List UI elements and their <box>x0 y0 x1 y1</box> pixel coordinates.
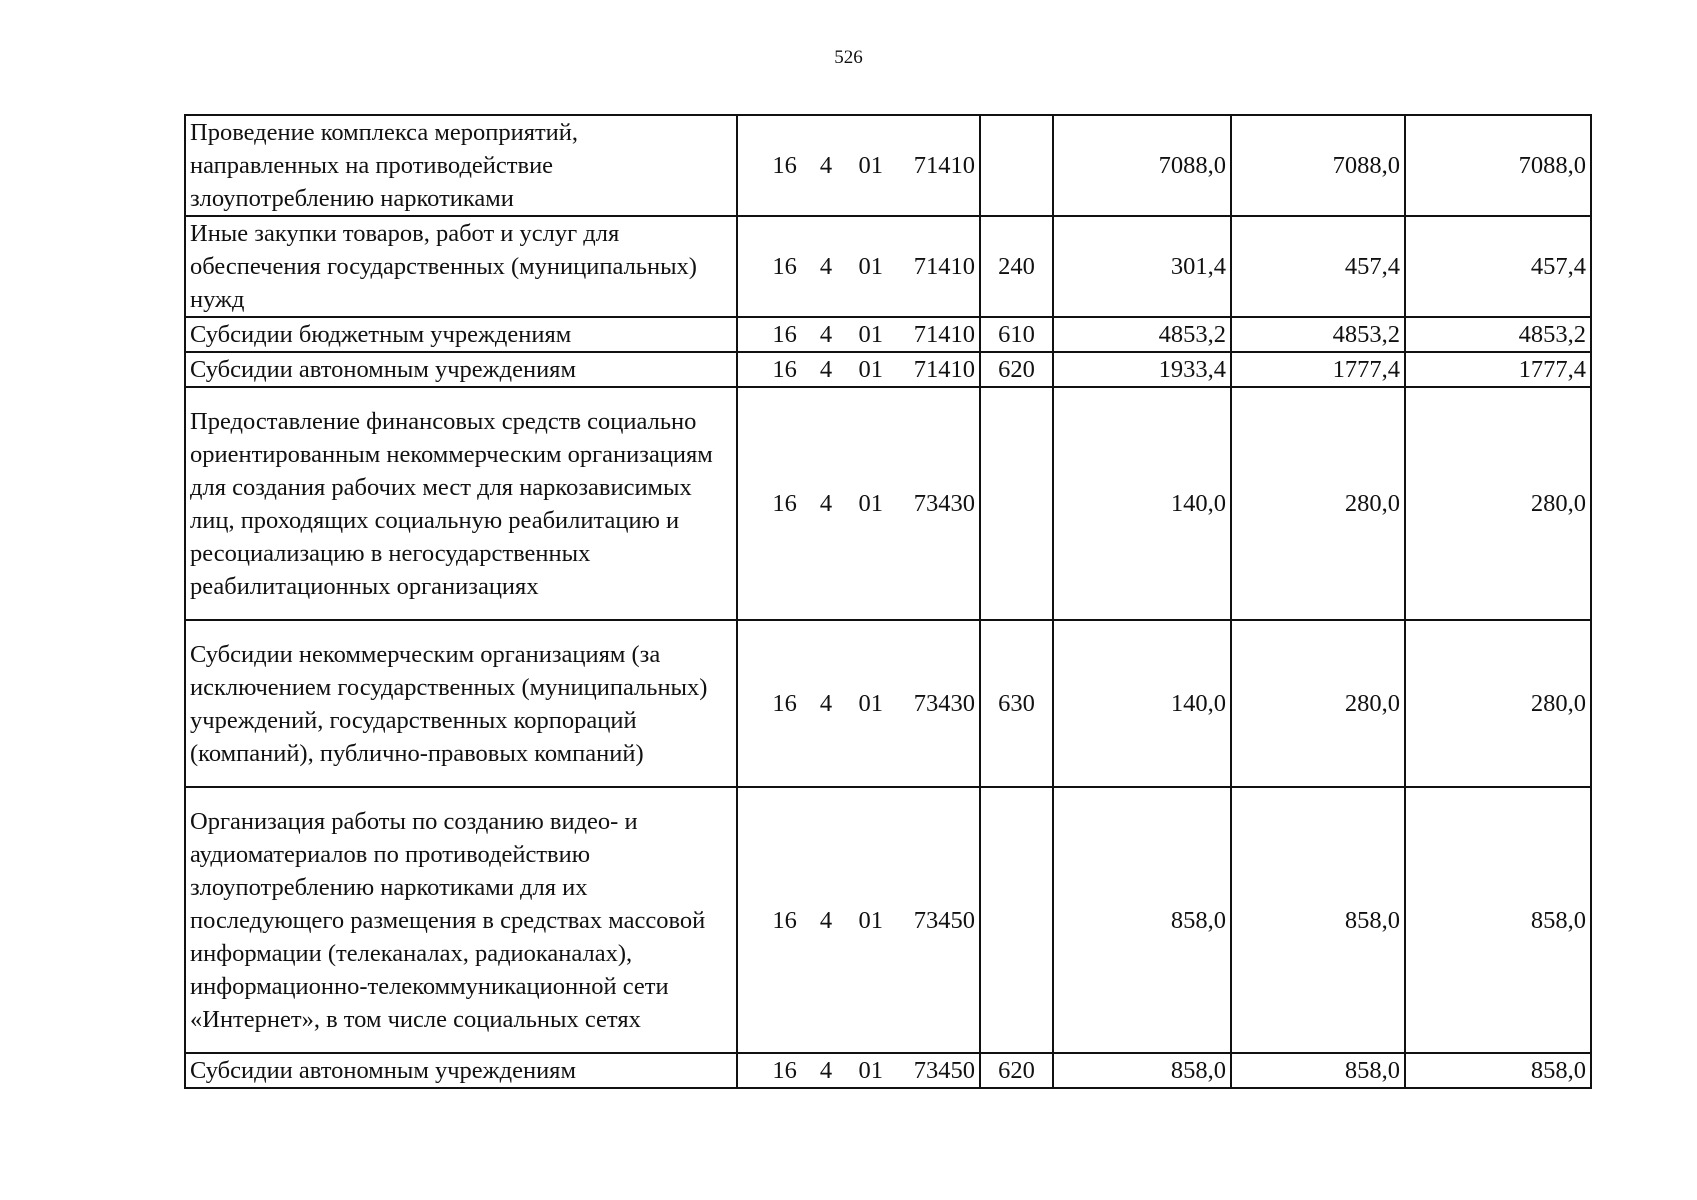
program-code-direction: 71410 <box>913 253 976 280</box>
amount-year-2: 4853,2 <box>1231 317 1405 352</box>
program-code-gp: 16 <box>772 490 797 517</box>
amount-year-2: 280,0 <box>1231 387 1405 620</box>
program-code-pp: 4 <box>819 253 833 280</box>
table-row <box>185 787 1591 1053</box>
amount-year-1: 1933,4 <box>1053 352 1231 387</box>
budget-table <box>184 114 1592 1089</box>
program-code-direction: 71410 <box>913 152 976 179</box>
amount-year-3: 280,0 <box>1405 387 1591 620</box>
amount-year-2: 858,0 <box>1231 1053 1405 1088</box>
program-code-om: 01 <box>858 490 883 517</box>
program-code-gp: 16 <box>772 356 797 383</box>
table-row <box>185 115 1591 216</box>
row-description: Иные закупки товаров, работ и услуг для обеспечения государственных (муниципальных) нужд <box>185 216 737 317</box>
program-code-direction: 73430 <box>913 490 976 517</box>
program-code-om: 01 <box>858 356 883 383</box>
table-row <box>185 387 1591 620</box>
program-code-om: 01 <box>858 321 883 348</box>
program-code-pp: 4 <box>819 356 833 383</box>
program-code <box>737 115 980 216</box>
program-code-om: 01 <box>858 690 883 717</box>
program-code-direction: 73450 <box>913 906 976 934</box>
table-row <box>185 352 1591 387</box>
amount-year-2: 858,0 <box>1231 787 1405 1053</box>
program-code-gp: 16 <box>772 906 797 934</box>
program-code-gp: 16 <box>772 253 797 280</box>
program-code-direction: 73450 <box>913 1057 976 1084</box>
amount-year-3: 280,0 <box>1405 620 1591 787</box>
row-description: Проведение комплекса мероприятий, направленных на противодействие злоупотреблению наркотиками <box>185 115 737 216</box>
row-description: Субсидии некоммерческим организациям (за исключением государственных (муниципальных) учреждений, государственных корпораций (компаний), публично-правовых компаний) <box>185 620 737 787</box>
amount-year-3: 4853,2 <box>1405 317 1591 352</box>
amount-year-2: 1777,4 <box>1231 352 1405 387</box>
page-number: 526 <box>834 47 863 68</box>
program-code-om: 01 <box>858 253 883 280</box>
amount-year-1: 4853,2 <box>1053 317 1231 352</box>
table-row <box>185 317 1591 352</box>
program-code-pp: 4 <box>819 690 833 717</box>
expense-type-code <box>980 787 1053 1053</box>
row-description: Субсидии автономным учреждениям <box>185 352 737 387</box>
amount-year-1: 140,0 <box>1053 387 1231 620</box>
program-code-pp: 4 <box>819 321 833 348</box>
amount-year-3: 858,0 <box>1405 1053 1591 1088</box>
amount-year-2: 280,0 <box>1231 620 1405 787</box>
amount-year-1: 301,4 <box>1053 216 1231 317</box>
amount-year-1: 7088,0 <box>1053 115 1231 216</box>
row-description: Субсидии бюджетным учреждениям <box>185 317 737 352</box>
program-code <box>737 317 980 352</box>
row-description: Предоставление финансовых средств социально ориентированным некоммерческим организациям для создания рабочих мест для наркозависимых лиц, проходящих социальную реабилитацию и ресоциализацию в негосударственных реабилитационных организациях <box>185 387 737 620</box>
row-description: Организация работы по созданию видео- и аудиоматериалов по противодействию злоупотреблению наркотиками для их последующего размещения в средствах массовой информации (телеканалах, радиоканалах), информационно-телекоммуникационной сети «Интернет», в том числе социальных сетях <box>185 787 737 1053</box>
amount-year-3: 457,4 <box>1405 216 1591 317</box>
program-code-direction: 71410 <box>913 356 976 383</box>
table-row <box>185 620 1591 787</box>
expense-type-code <box>980 387 1053 620</box>
program-code <box>737 387 980 620</box>
program-code-gp: 16 <box>772 321 797 348</box>
amount-year-1: 140,0 <box>1053 620 1231 787</box>
program-code-pp: 4 <box>819 1057 833 1084</box>
program-code-om: 01 <box>858 152 883 179</box>
program-code-direction: 71410 <box>913 321 976 348</box>
program-code <box>737 352 980 387</box>
amount-year-3: 1777,4 <box>1405 352 1591 387</box>
program-code-gp: 16 <box>772 690 797 717</box>
expense-type-code: 240 <box>980 216 1053 317</box>
amount-year-2: 7088,0 <box>1231 115 1405 216</box>
amount-year-2: 457,4 <box>1231 216 1405 317</box>
program-code-pp: 4 <box>819 906 833 934</box>
table-body <box>185 115 1591 1088</box>
table-row <box>185 1053 1591 1088</box>
program-code-gp: 16 <box>772 152 797 179</box>
program-code <box>737 1053 980 1088</box>
program-code <box>737 216 980 317</box>
program-code-gp: 16 <box>772 1057 797 1084</box>
program-code-om: 01 <box>858 906 883 934</box>
amount-year-3: 858,0 <box>1405 787 1591 1053</box>
amount-year-1: 858,0 <box>1053 787 1231 1053</box>
expense-type-code: 610 <box>980 317 1053 352</box>
program-code <box>737 787 980 1053</box>
program-code-direction: 73430 <box>913 690 976 717</box>
program-code-pp: 4 <box>819 490 833 517</box>
program-code-om: 01 <box>858 1057 883 1084</box>
expense-type-code: 620 <box>980 352 1053 387</box>
table-row <box>185 216 1591 317</box>
row-description: Субсидии автономным учреждениям <box>185 1053 737 1088</box>
expense-type-code: 620 <box>980 1053 1053 1088</box>
amount-year-3: 7088,0 <box>1405 115 1591 216</box>
program-code <box>737 620 980 787</box>
expense-type-code: 630 <box>980 620 1053 787</box>
amount-year-1: 858,0 <box>1053 1053 1231 1088</box>
program-code-pp: 4 <box>819 152 833 179</box>
expense-type-code <box>980 115 1053 216</box>
